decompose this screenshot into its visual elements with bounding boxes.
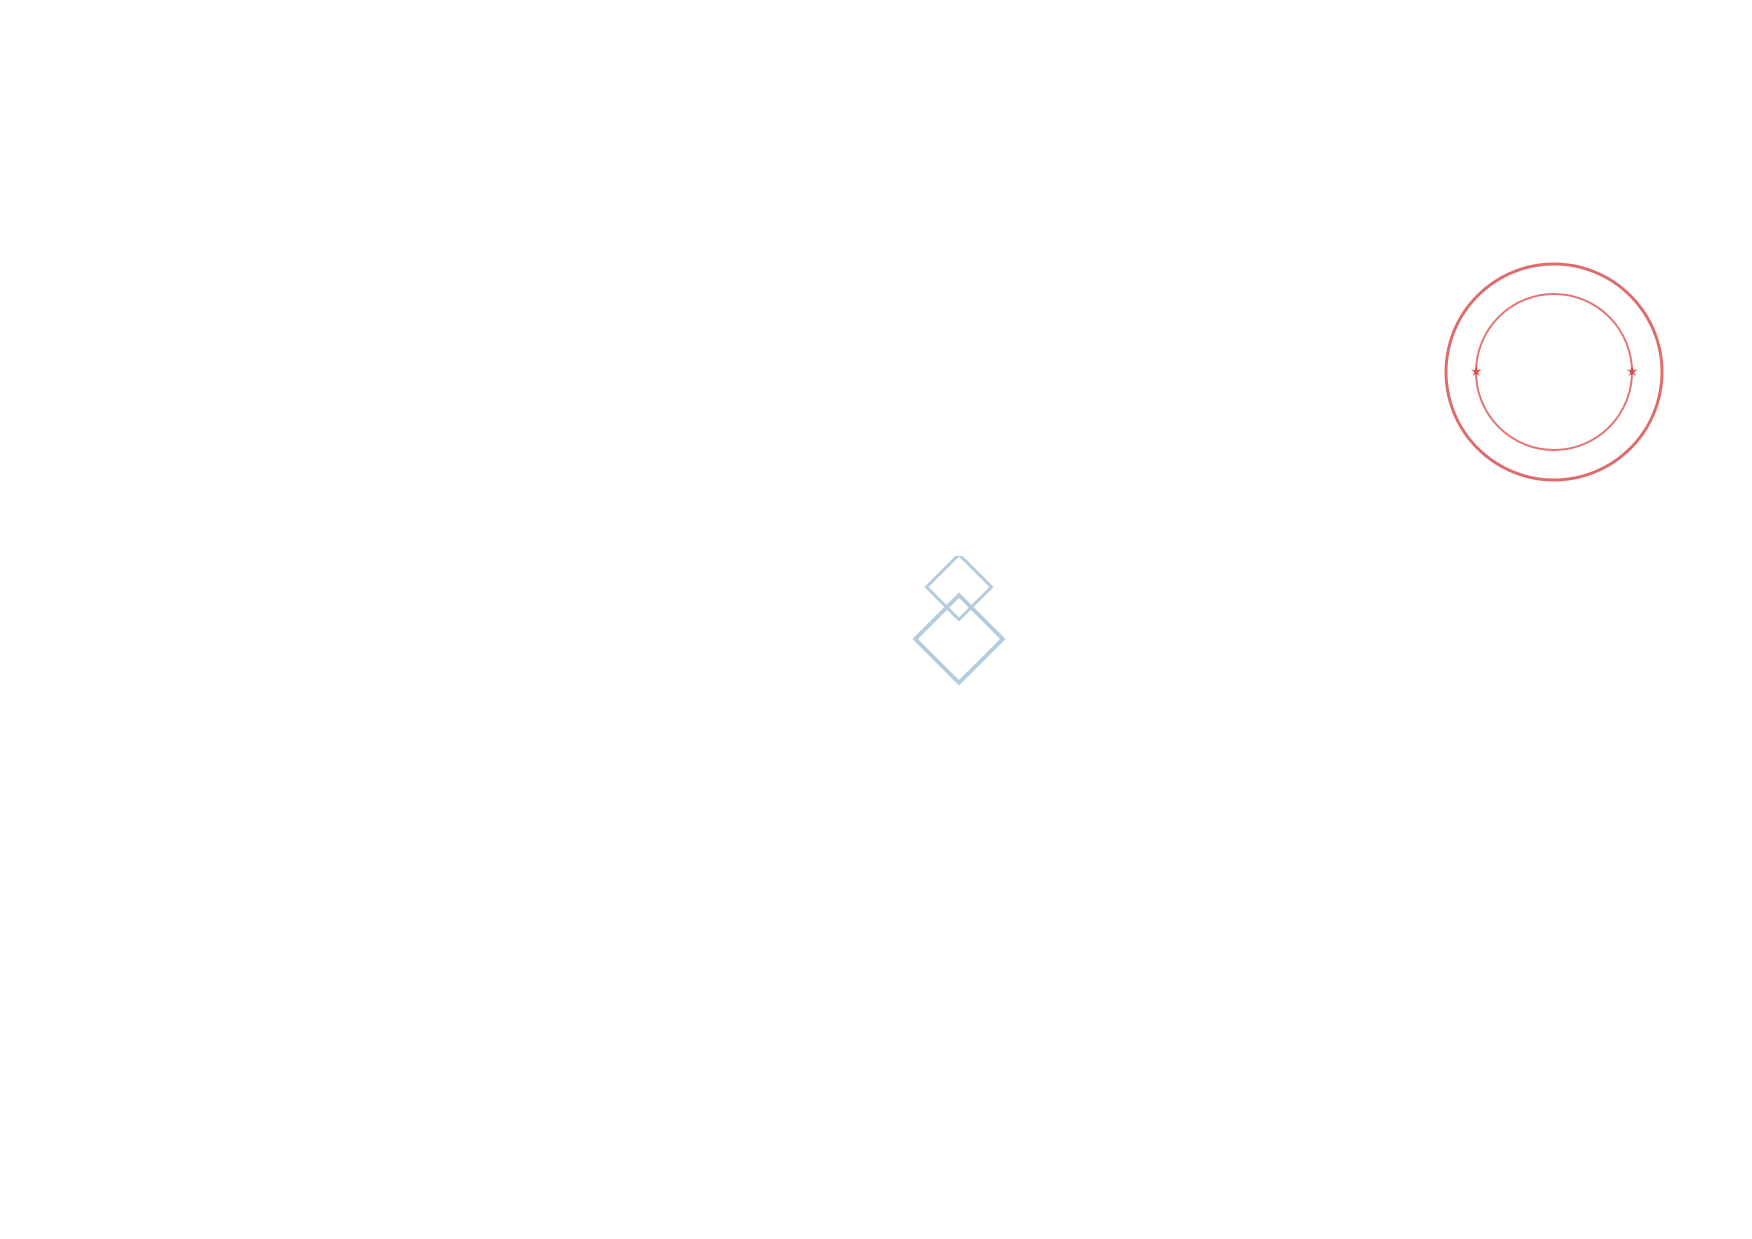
- stamp-star-icon: ★: [1470, 364, 1483, 380]
- official-stamp: [1440, 258, 1668, 486]
- watermark: [688, 556, 1088, 696]
- stamp-star-icon: ★: [1626, 364, 1639, 380]
